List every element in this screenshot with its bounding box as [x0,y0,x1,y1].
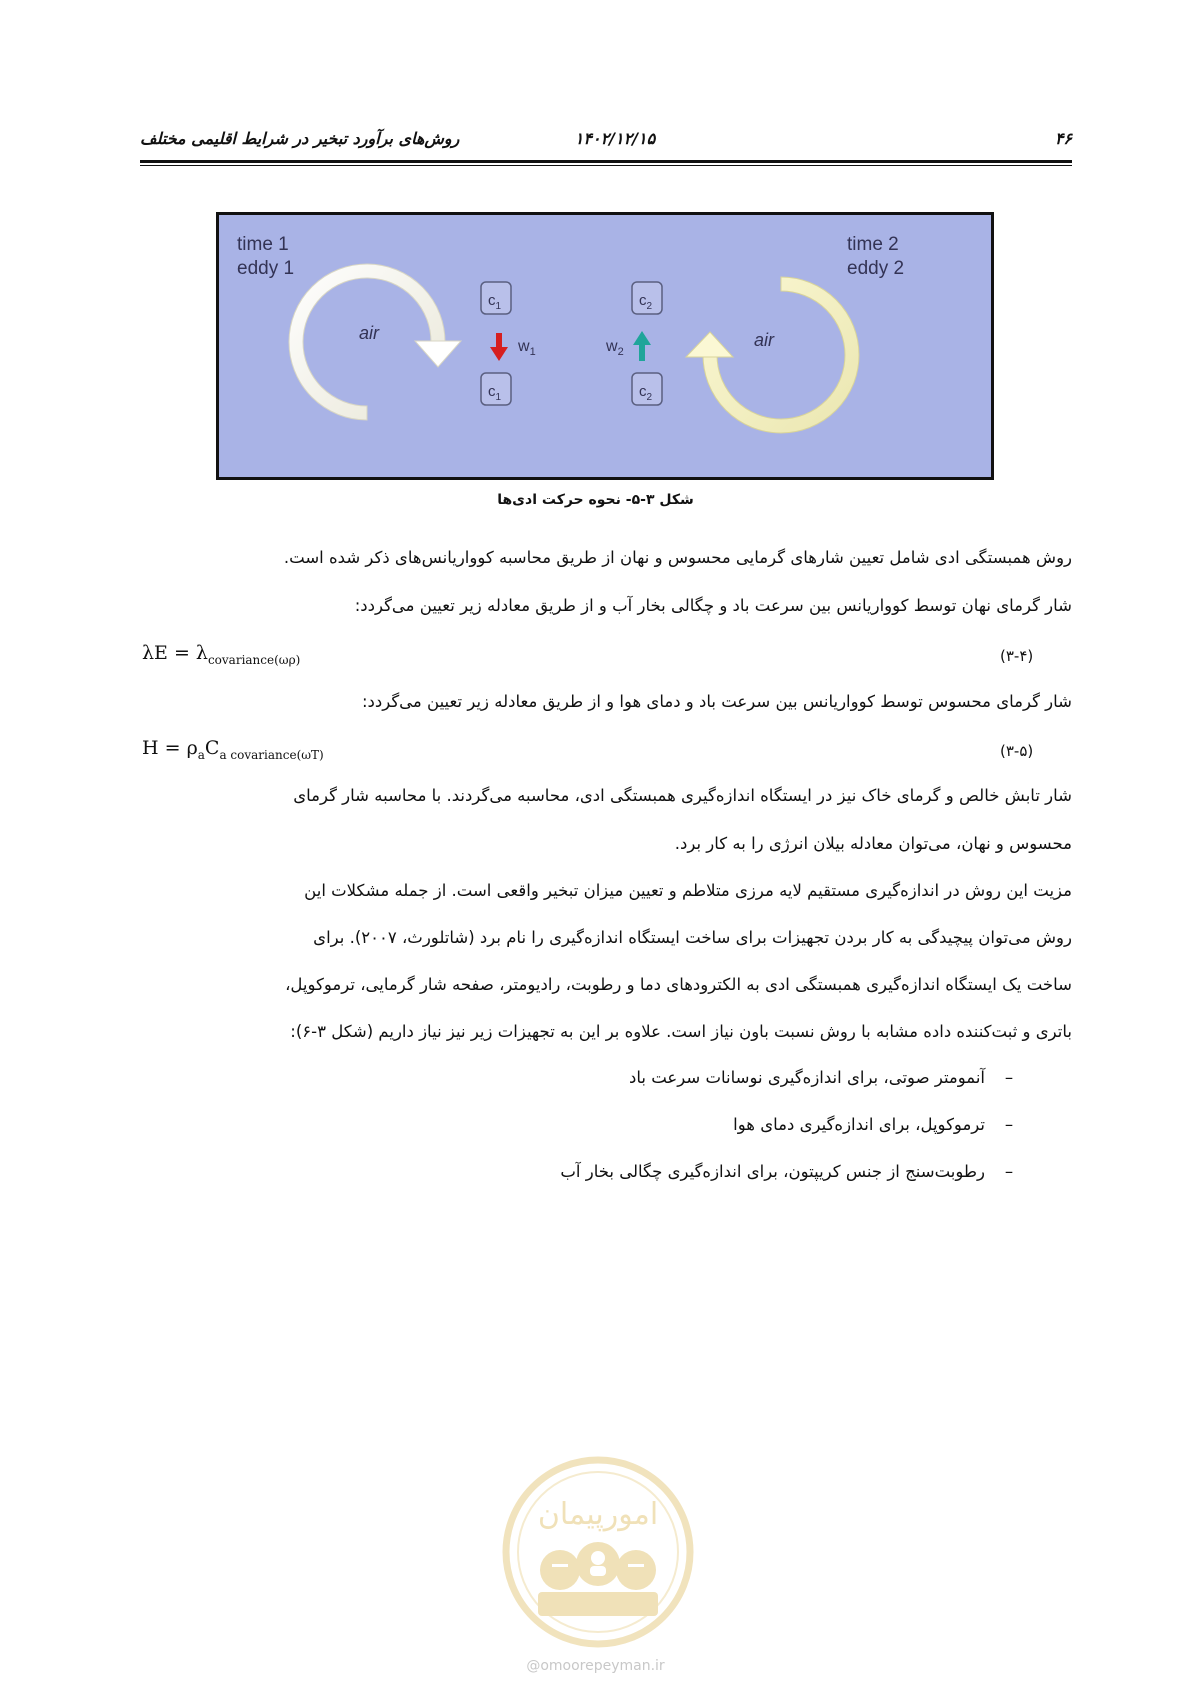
watermark-site: @omoorepeyman.ir [526,1658,665,1674]
paragraph-3-line-2: محسوس و نهان، می‌توان معادله بیلان انرژی را به کار برد. [674,834,1072,853]
bullet-dash: – [1004,1115,1014,1134]
paragraph-4-line-4: باتری و ثبت‌کننده داده مشابه با روش نسبت باون نیاز است. علاوه بر این به تجهیزات زیر نیز نیاز داریم (شکل ۳-۶): [290,1022,1072,1041]
eddy-figure [216,212,994,480]
header-rule [140,160,1072,163]
w1-label: $w_1$ [518,338,536,358]
paragraph-4-line-2: روش می‌توان پیچیدگی به کار بردن تجهیزات برای ساخت ایستگاه اندازه‌گیری را نام برد (شاتلورث، ۲۰۰۷). برای [313,928,1072,947]
c2-top-label: $c_2$ [639,292,653,312]
list-item: –رطوبت‌سنج از جنس کریپتون، برای اندازه‌گیری چگالی بخار آب [560,1162,1019,1181]
right-eddy-label: eddy 2 [847,258,905,279]
eddy-diagram [219,215,991,477]
header-date: ۱۴۰۲/۱۲/۱۵ [574,129,656,148]
paragraph-1-line-2: شار گرمای نهان توسط کوواریانس بین سرعت باد و چگالی بخار آب و از طریق معادله زیر تعیین می‌گردد: [354,596,1072,615]
list-item: –ترموکوپل، برای اندازه‌گیری دمای هوا [733,1115,1019,1134]
left-eddy-label: eddy 1 [237,258,295,279]
list-item: –آنمومتر صوتی، برای اندازه‌گیری نوسانات سرعت باد [629,1068,1019,1087]
equation-latent-heat: $\lambda E = \lambda_{covariance(\omega\rho)}$ [142,642,301,667]
c1-bottom-label: $c_1$ [488,383,502,403]
right-eddy-arrowhead [686,332,733,357]
paragraph-4-line-1: مزیت این روش در اندازه‌گیری مستقیم لایه مرزی متلاطم و تعیین میزان تبخیر واقعی است. از جمله مشکلات این [304,881,1072,900]
equation-number-2: (۳-۵) [1000,742,1034,760]
watermark-logo [498,1452,698,1652]
left-time-label: time 1 [237,234,289,255]
air-left-label: air [359,323,380,343]
header-rule-thin [140,165,1072,166]
figure-caption: شکل ۳-۵- نحوه حرکت ادی‌ها [497,492,694,508]
paragraph-1-line-1: روش همبستگی ادی شامل تعیین شارهای گرمایی محسوس و نهان از طریق محاسبه کوواریانس‌های ذکر شده است. [283,548,1072,567]
c2-bottom-label: $c_2$ [639,383,653,403]
air-right-label: air [754,330,775,350]
c1-top-label: $c_1$ [488,292,502,312]
right-time-label: time 2 [847,234,899,255]
bullet-dash: – [1004,1162,1014,1181]
w2-label: $w_2$ [606,338,624,358]
bullet-dash: – [1004,1068,1014,1087]
header-title: روش‌های برآورد تبخیر در شرایط اقلیمی مختلف [140,129,460,148]
equation-sensible-heat: $H = \rho_aC_{a covariance(\omega T)}$ [142,737,324,762]
up-arrow-icon [633,331,651,361]
paragraph-4-line-3: ساخت یک ایستگاه اندازه‌گیری همبستگی ادی به الکترودهای دما و رطوبت، رادیومتر، صفحه شار گرمایی، ترموکوپل، [285,975,1072,994]
equation-number-1: (۳-۴) [1000,647,1034,665]
down-arrow-icon [490,333,508,361]
left-eddy-arrowhead [415,341,461,367]
page-number: ۴۶ [1054,129,1072,148]
paragraph-3-line-1: شار تابش خالص و گرمای خاک نیز در ایستگاه اندازه‌گیری همبستگی ادی، محاسبه می‌گردند. با محاسبه شار گرمای [293,786,1072,805]
logo-text: امورپیمان [537,1497,659,1532]
paragraph-2: شار گرمای محسوس توسط کوواریانس بین سرعت باد و دمای هوا و از طریق معادله زیر تعیین می‌گردد: [361,692,1072,711]
